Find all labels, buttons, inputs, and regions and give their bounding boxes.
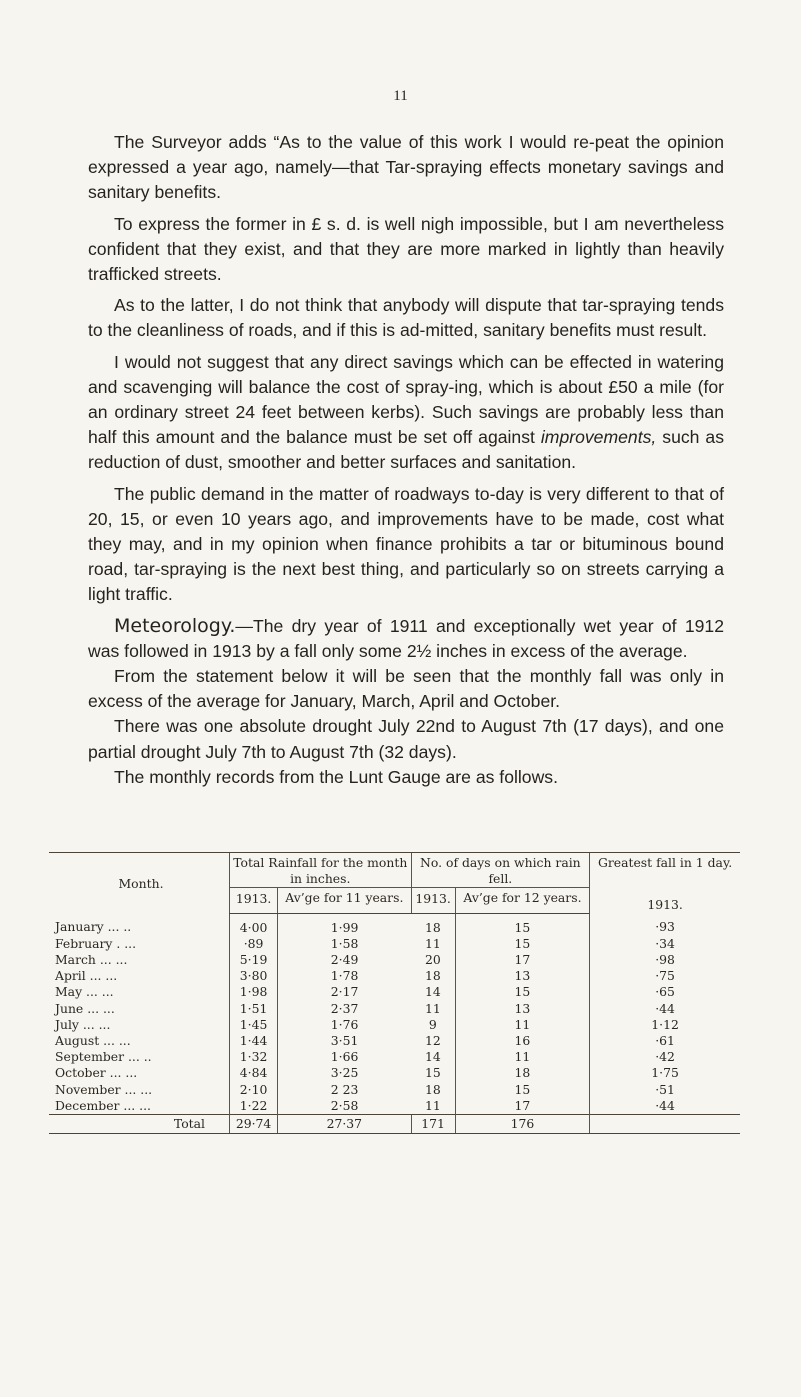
total-rainfall-average: 27·37 (278, 1114, 411, 1133)
table-row: September ... .. 1·32 1·66 14 11 ·42 (49, 1049, 740, 1065)
header-rain-1913: 1913. (230, 888, 278, 913)
total-label: Total (49, 1114, 230, 1133)
header-month: Month. (49, 853, 230, 914)
table-row: March ... ... 5·19 2·49 20 17 ·98 (49, 952, 740, 968)
table-row: November ... ... 2·10 2 23 18 15 ·51 (49, 1082, 740, 1098)
header-rainfall-group: Total Rainfall for the month in inches. (230, 853, 412, 888)
table-body (49, 913, 740, 1133)
paragraph-sanitary: As to the latter, I do not think that anybody will dispute that tar-spraying tends to the cleanliness of roads, and if this is ad-mitted, sanitary benefits must result. (88, 295, 724, 341)
page-number: 11 (393, 88, 408, 104)
table-total-row (49, 1114, 740, 1133)
table-row: January ... .. 4·00 1·99 18 15 ·93 (49, 913, 740, 936)
paragraph-savings: To express the former in £ s. d. is well nigh impossible, but I am nevertheless confident that they exist, and that they are more marked in lightly than heavily trafficked streets. (88, 213, 724, 285)
total-rainfall-1913: 29·74 (230, 1114, 278, 1133)
rainfall-table (49, 852, 740, 1134)
header-greatest-fall: Greatest fall in 1 day. 1913. (590, 853, 740, 914)
header-days-average: Av’ge for 12 years. (455, 888, 589, 913)
table-row: July ... ... 1·45 1·76 9 11 1·12 (49, 1017, 740, 1033)
meteorology-heading: Meteorology. (114, 614, 236, 637)
paragraph-statement: From the statement below it will be seen that the monthly fall was only in excess of the average for January, March, April and October. (88, 666, 724, 712)
paragraph-meteorology: Meteorology.—The dry year of 1911 and exceptionally wet year of 1912 was followed in 1913 by a fall only some 2½ inches in excess of the average. (88, 614, 724, 661)
table-row: December ... ... 1·22 2·58 11 17 ·44 (49, 1098, 740, 1115)
paragraph-costs: I would not suggest that any direct savings which can be effected in watering and scavenging will balance the cost of spray-ing, which is about £50 a mile (for an ordinary street 24 feet between kerbs). Such savings are probably less than half this amount and the balance must be set off against improvements, such as reduction of dust, smoother and better surfaces and sanitation. (88, 351, 724, 473)
header-rain-average: Av’ge for 11 years. (278, 888, 411, 913)
total-days-1913: 171 (411, 1114, 455, 1133)
paragraph-public-demand: The public demand in the matter of roadways to-day is very different to that of 20, 15, or even 10 years ago, and improvements have to be made, cost what they may, and in my opinion when finance prohibits a tar or bituminous bound road, tar-spraying is the next best thing, and particularly so on streets carrying a light traffic. (88, 483, 724, 605)
emphasis-improvements: improvements, (540, 427, 657, 448)
report-text (88, 130, 724, 790)
header-days-1913: 1913. (411, 888, 455, 913)
total-days-average: 176 (455, 1114, 589, 1133)
table-row: October ... ... 4·84 3·25 15 18 1·75 (49, 1065, 740, 1081)
table-row: February . ... ·89 1·58 11 15 ·34 (49, 936, 740, 952)
paragraph-lunt-gauge: The monthly records from the Lunt Gauge are as follows. (114, 766, 558, 787)
header-days-group: No. of days on which rain fell. (411, 853, 590, 888)
table-row: August ... ... 1·44 3·51 12 16 ·61 (49, 1033, 740, 1049)
paragraph-opinion: The Surveyor adds “As to the value of this work I would re-peat the opinion expressed a year ago, namely—that Tar-spraying effects monetary savings and sanitary benefits. (88, 132, 724, 203)
table-row: June ... ... 1·51 2·37 11 13 ·44 (49, 1001, 740, 1017)
table-row: April ... ... 3·80 1·78 18 13 ·75 (49, 968, 740, 984)
table-row: May ... ... 1·98 2·17 14 15 ·65 (49, 984, 740, 1000)
paragraph-drought: There was one absolute drought July 22nd to August 7th (17 days), and one partial drought July 7th to August 7th (32 days). (88, 716, 724, 762)
